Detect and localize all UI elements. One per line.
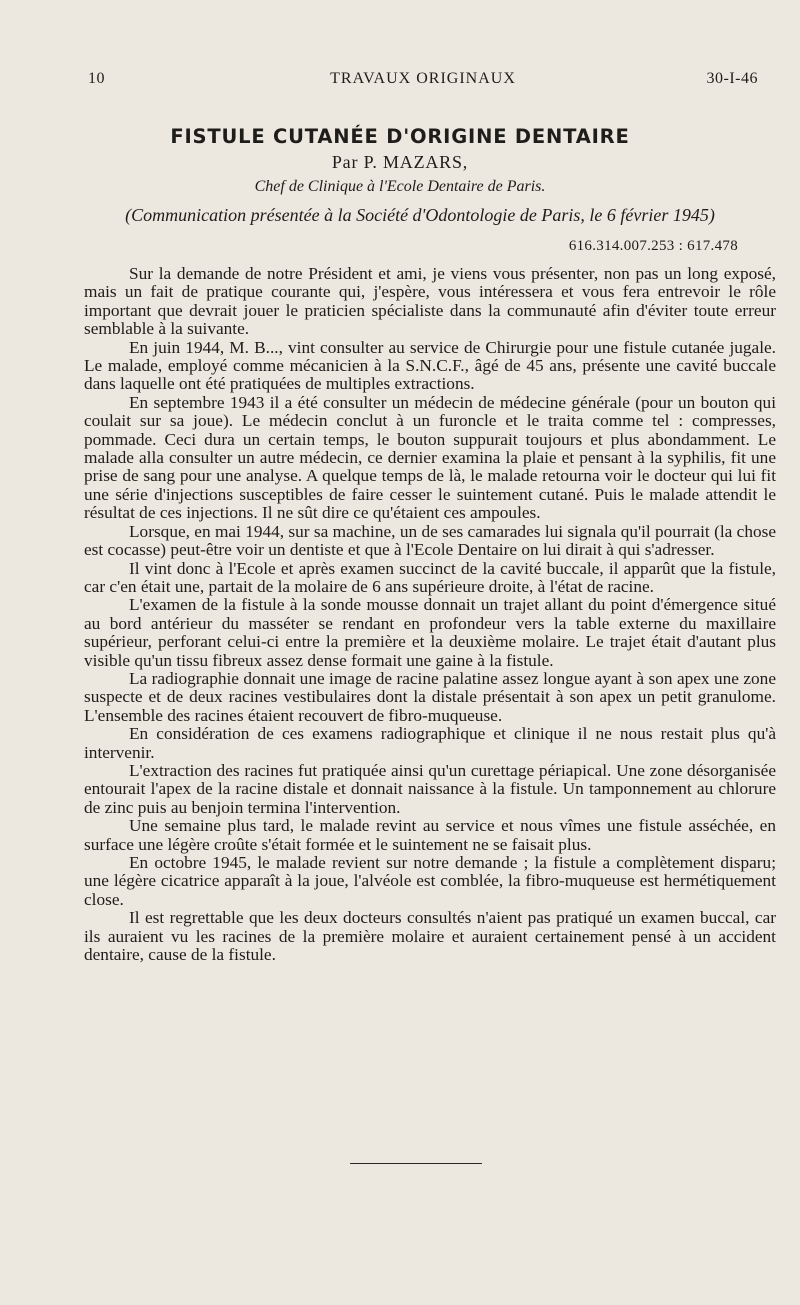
paragraph: Lorsque, en mai 1944, sur sa machine, un de ses camarades lui signala qu'il pourrait (la chose est cocasse) peut-être voir un dentiste et que à l'Ecole Dentaire on lui dirait à qui s'adresser.	[84, 521, 776, 560]
author-affiliation: Chef de Clinique à l'Ecole Dentaire de Paris.	[254, 178, 546, 195]
article-title: FISTULE CUTANÉE D'ORIGINE DENTAIRE	[170, 125, 630, 148]
issue-date: 30-I-46	[706, 70, 758, 87]
classification-code: 616.314.007.253 : 617.478	[568, 238, 738, 254]
paragraph: La radiographie donnait une image de racine palatine assez longue ayant à son apex une zone suspecte et de deux racines vestibulaires dont la distale présentait à son apex un petit granulome. L'ensemble des racines étaient recouvert de fibro-muqueuse.	[84, 668, 776, 725]
paragraph: Il vint donc à l'Ecole et après examen succinct de la cavité buccale, il apparût que la fistule, car c'en était une, partait de la molaire de 6 ans supérieure droite, à l'état de racine.	[84, 558, 776, 596]
paragraph: Il est regrettable que les deux docteurs consultés n'aient pas pratiqué un examen buccal, car ils auraient vu les racines de la première molaire et auraient certainement pensé à un accident dentaire, cause de la fistule.	[84, 908, 776, 965]
article-author: Par P. MAZARS,	[331, 152, 469, 172]
communication-note: (Communication présentée à la Société d'Odontologie de Paris, le 6 février 1945)	[125, 205, 715, 225]
paragraph: L'examen de la fistule à la sonde mousse donnait un trajet allant du point d'émergence situé au bord antérieur du masséter se rendant en profondeur vers la table externe du maxillaire supérieur, perforant celui-ci entre la première et la deuxième molaire. Le trajet était d'autant plus visible qu'un tissu fibreux assez dense formait une gaine à la fistule.	[84, 595, 776, 670]
paragraph: Sur la demande de notre Président et ami, je viens vous présenter, non pas un long exposé, mais un fait de pratique courante qui, j'espère, vous intéressera et vous fera entrevoir le rôle important que devrait jouer le praticien spécialiste dans la communauté afin d'éviter toute erreur semblable à la suivante.	[84, 264, 776, 339]
paragraph: Une semaine plus tard, le malade revint au service et nous vîmes une fistule asséchée, en surface une légère croûte s'était formée et le suintement ne se faisait plus.	[84, 816, 776, 854]
end-rule	[350, 1163, 482, 1164]
paragraph: En juin 1944, M. B..., vint consulter au service de Chirurgie pour une fistule cutanée jugale. Le malade, employé comme mécanicien à la S.N.C.F., âgé de 45 ans, présente une cavité buccale dans laquelle ont été pratiquées de multiples extractions.	[84, 337, 776, 394]
page-number: 10	[88, 70, 105, 87]
paragraph: L'extraction des racines fut pratiquée ainsi qu'un curettage périapical. Une zone désorganisée entourait l'apex de la racine distale et donnait naissance à la fistule. Un tamponnement au chlorure de zinc puis au benjoin termina l'intervention.	[84, 760, 776, 817]
section-title: TRAVAUX ORIGINAUX	[330, 70, 516, 87]
paragraph: En octobre 1945, le malade revient sur notre demande ; la fistule a complètement disparu; une légère cicatrice apparaît à la joue, l'alvéole est comblée, la fibro-muqueuse est hermétiquement close.	[84, 853, 776, 909]
paragraph: En septembre 1943 il a été consulter un médecin de médecine générale (pour un bouton qui coulait sur sa joue). Le médecin conclut à un furoncle et le traita comme tel : compresses, pommade. Ceci dura un certain temps, le bouton suppurait toujours et plus abondamment. Le malade alla consulter un autre médecin, ce dernier examina la plaie et pensant à la syphilis, fit une prise de sang pour une analyse. A quelque temps de là, le malade retourna voir le docteur qui lui fit une série d'injections susceptibles de faire cesser le suintement cutané. Puis le malade attendit le résultat de ces injections. Il ne sût dire ce qu'étaient ces ampoules.	[84, 392, 776, 523]
paragraph: En considération de ces examens radiographique et clinique il ne nous restait plus qu'à intervenir.	[84, 724, 776, 762]
article-body	[84, 265, 776, 964]
running-header	[88, 70, 758, 92]
